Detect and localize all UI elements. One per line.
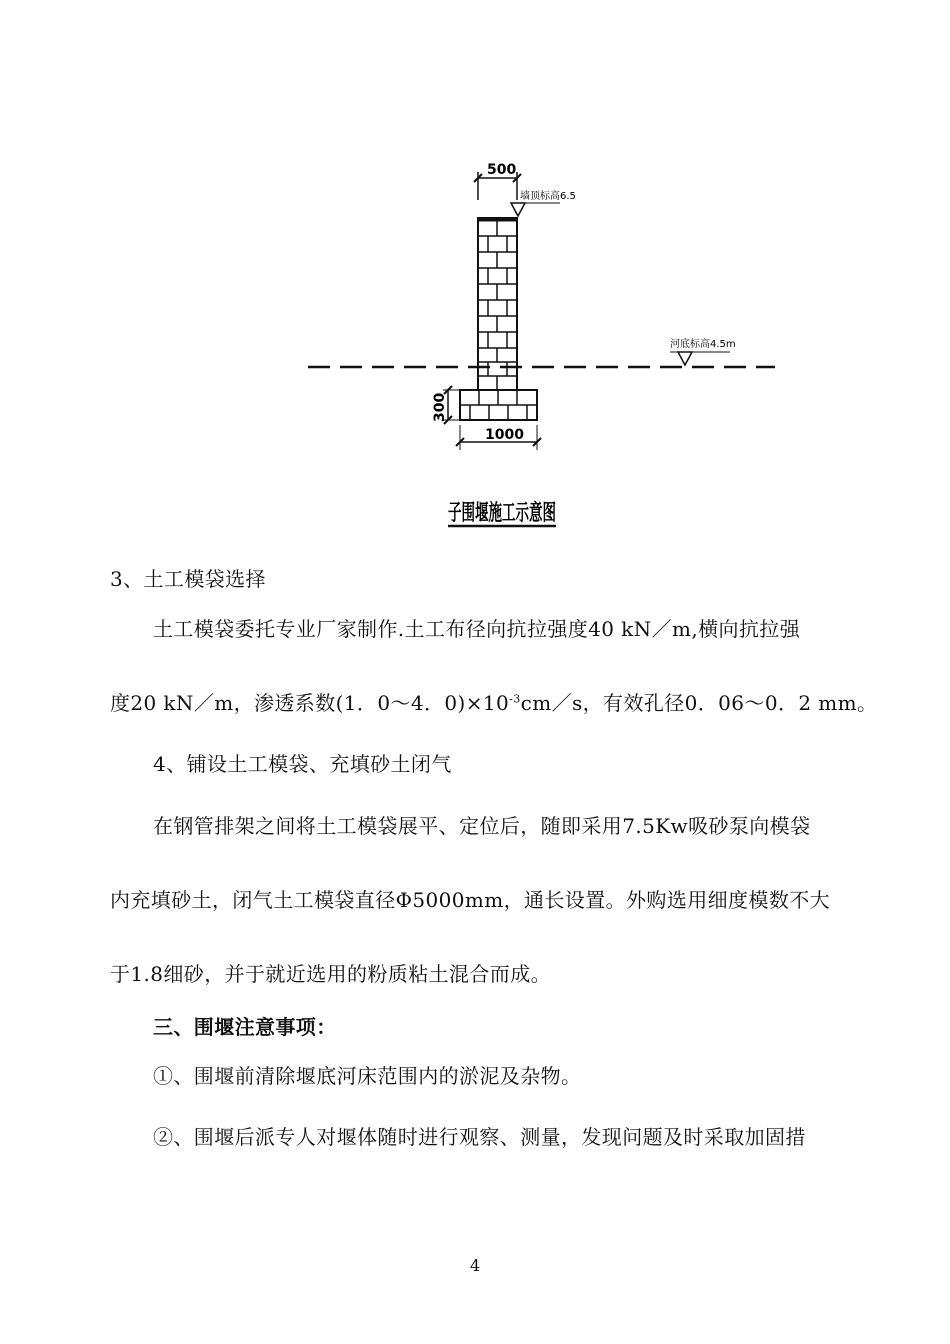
- section-4-paragraph-line-3: 于1.8细砂，并于就近选用的粉质粘土混合而成。: [110, 962, 552, 986]
- figure-caption: 子围堰施工示意图: [448, 501, 625, 526]
- permeability-exponent: -3: [509, 692, 521, 706]
- section-3-heading: 3、土工模袋选择: [110, 567, 266, 591]
- river-bottom-marker-icon: [678, 352, 692, 365]
- river-bottom-label: 河底标高4.5m: [670, 339, 736, 350]
- top-elevation-label: 墙顶标高6.5: [520, 191, 576, 202]
- dim-side-label: 300: [432, 392, 448, 422]
- cofferdam-diagram: [0, 0, 950, 560]
- note-item-1: ①、围堰前清除堰底河床范围内的淤泥及杂物。: [153, 1064, 582, 1088]
- brick-wall: [478, 218, 517, 390]
- wall-brick-courses: [478, 220, 517, 390]
- top-elevation-marker-icon: [511, 203, 525, 216]
- section-3-paragraph-line-1: 土工模袋委托专业厂家制作.土工布径向抗拉强度40 kN／m,横向抗拉强: [153, 617, 801, 641]
- section-3-paragraph-line-2: [110, 689, 877, 717]
- permeability-text-b: cm／s，有效孔径0．06～0．2 mm。: [520, 691, 878, 715]
- section-4-paragraph-line-1: 在钢管排架之间将土工模袋展平、定位后，随即采用7.5Kw吸砂泵向模袋: [153, 814, 811, 838]
- note-item-2: ②、围堰后派专人对堰体随时进行观察、测量，发现问题及时采取加固措: [153, 1125, 806, 1149]
- part-3-heading: 三、围堰注意事项：: [153, 1015, 337, 1039]
- section-4-paragraph-line-2: 内充填砂土，闭气土工模袋直径Φ5000mm，通长设置。外购选用细度模数不大: [110, 888, 831, 912]
- dim-top-label: 500: [487, 162, 517, 178]
- page-number: 4: [470, 1256, 481, 1275]
- dim-bottom-label: 1000: [485, 427, 524, 443]
- permeability-text-a: 度20 kN／m，渗透系数(1．0～4．0)×10: [110, 691, 510, 715]
- section-4-heading: 4、铺设土工模袋、充填砂土闭气: [153, 752, 452, 776]
